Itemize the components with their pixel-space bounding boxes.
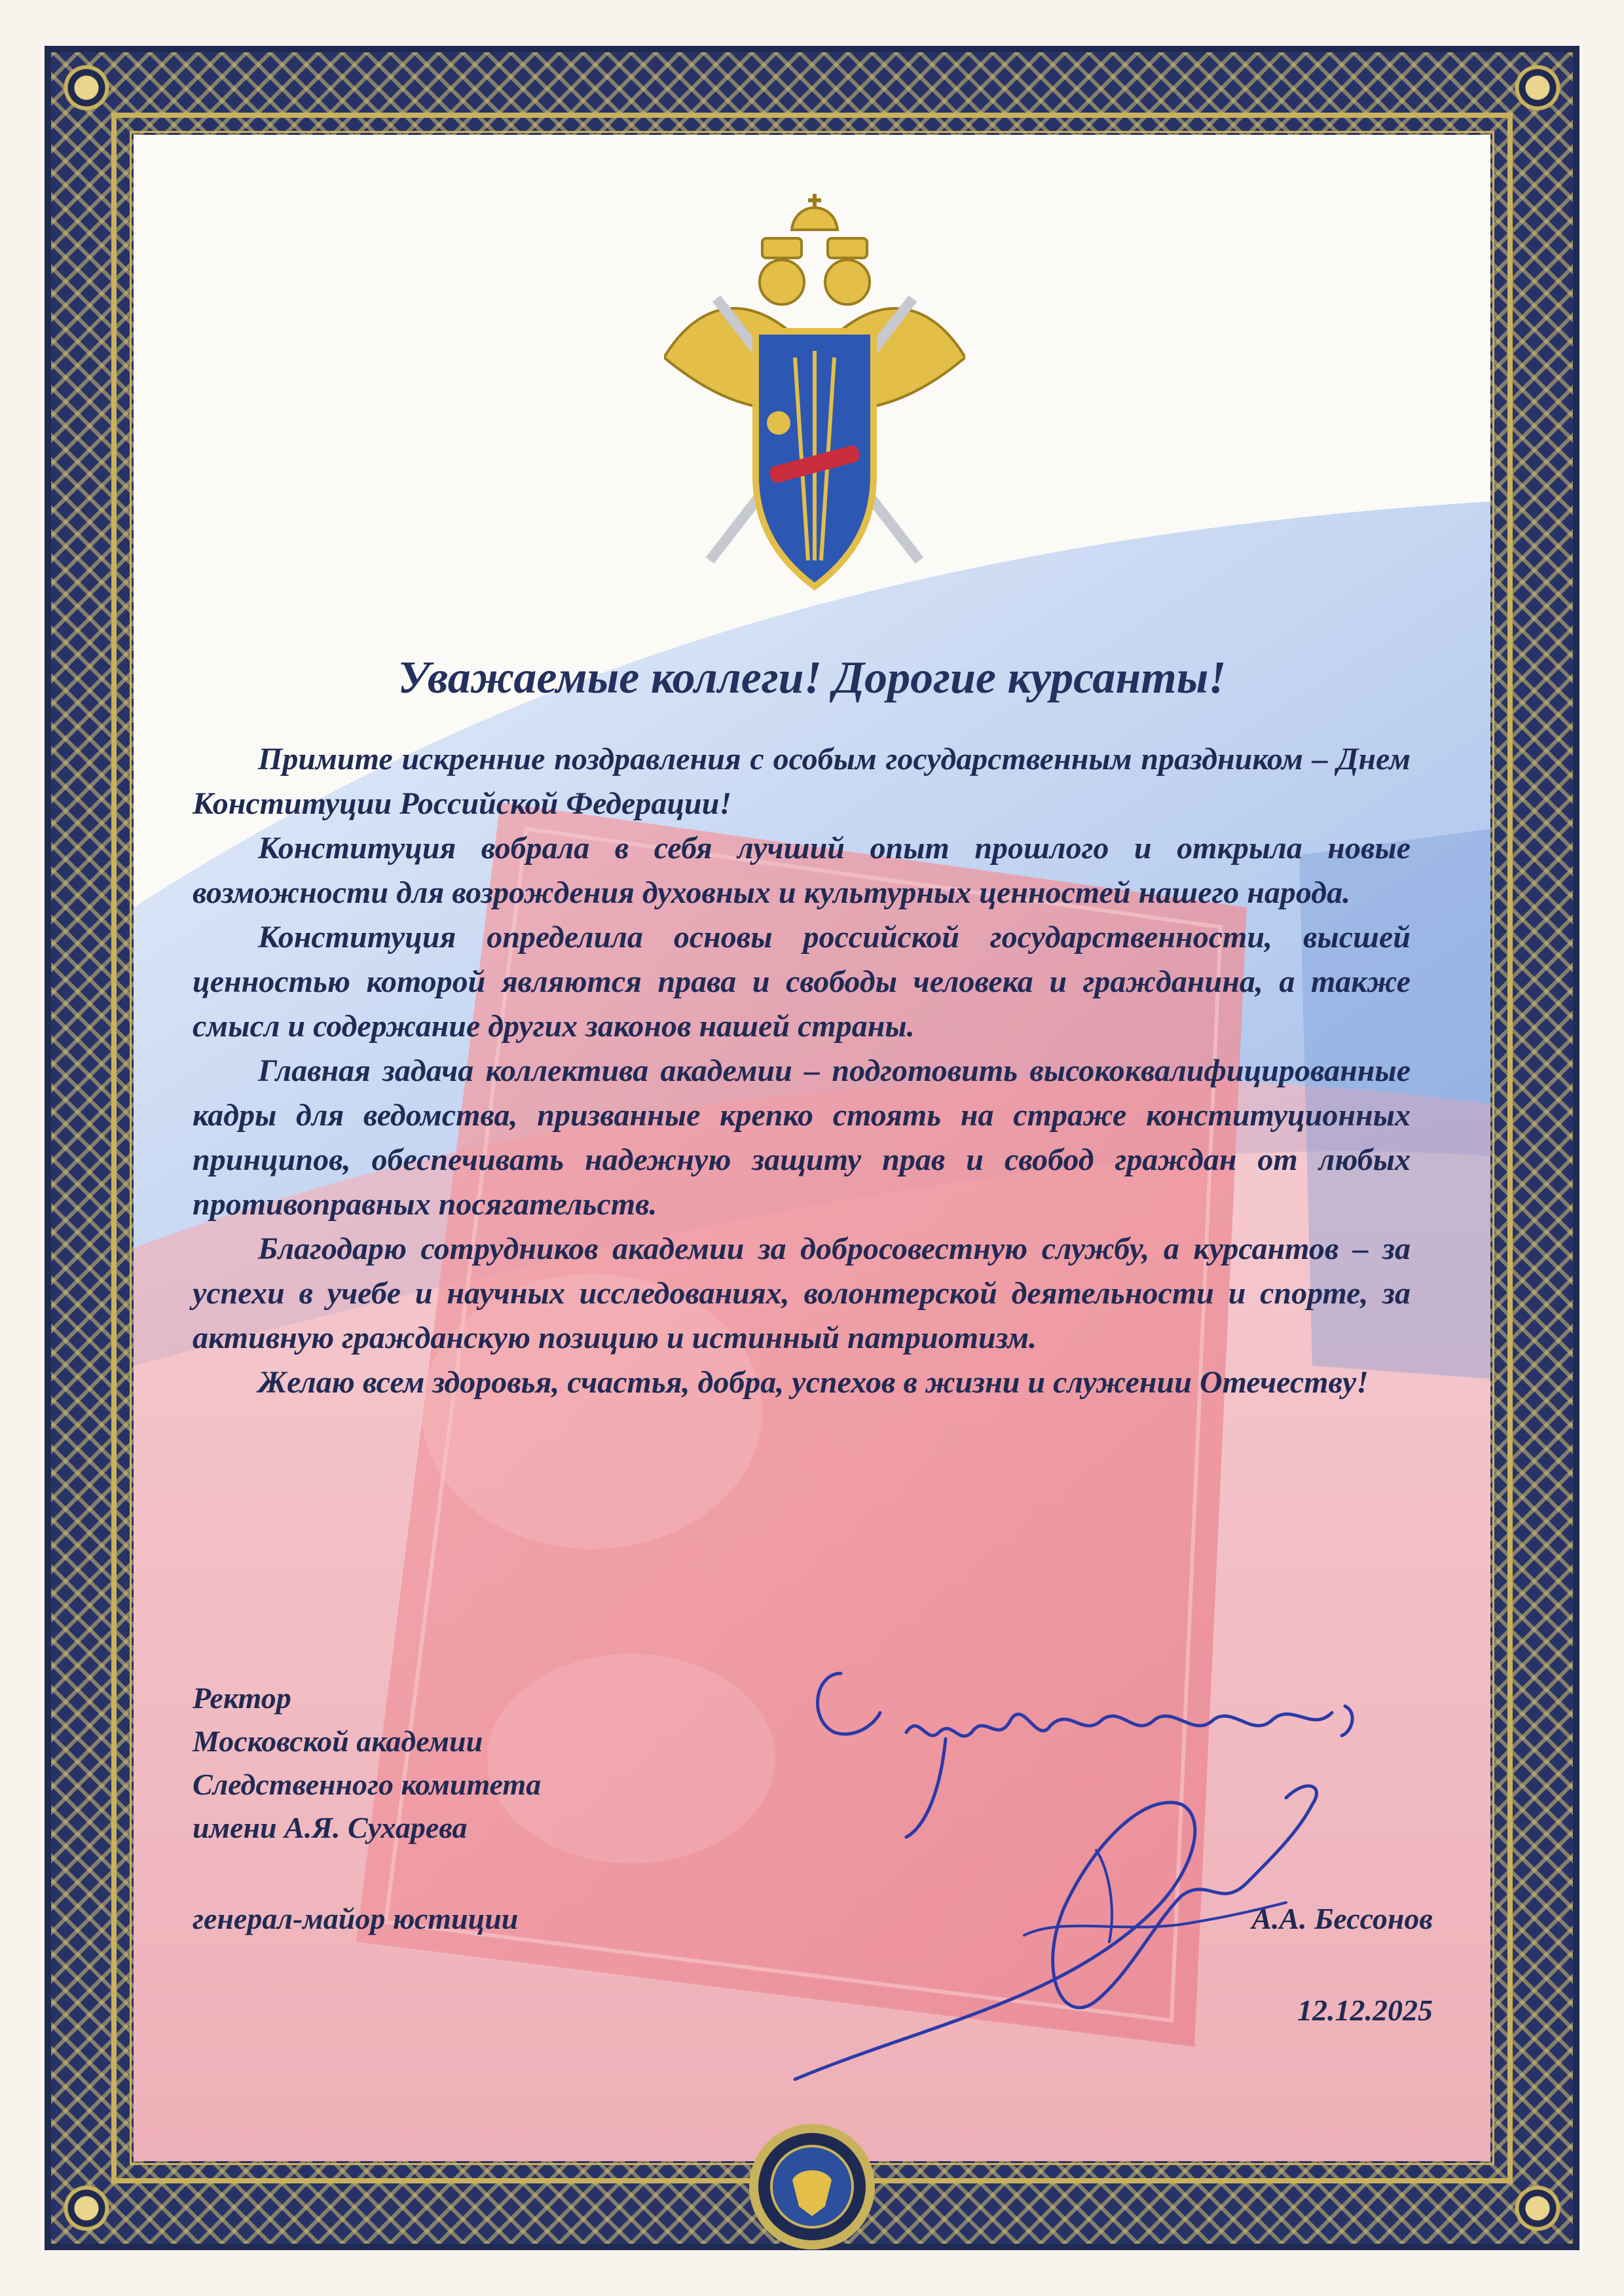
signature-title-block	[193, 1677, 541, 1850]
corner-ornament-icon	[56, 58, 117, 118]
corner-ornament-icon	[56, 2178, 117, 2238]
seal-emblem-icon	[747, 2121, 877, 2252]
double-headed-eagle-emblem-icon	[664, 194, 965, 613]
content-field	[134, 135, 1490, 2161]
signer-organization: имени А.Я. Сухарева	[193, 1811, 468, 1844]
handwritten-signature	[788, 1634, 1443, 2105]
letter-paragraph: Главная задача коллектива академии – подготовить высококвалифицированные кадры для ведомства, призванные крепко стоять на страже конституционных принципов, обеспечивать надежную защиту прав и свобод граждан от любых противоправных посягательств.	[193, 1053, 1411, 1222]
signer-organization: Следственного комитета	[193, 1768, 542, 1801]
letter-paragraph: Конституция вобрала в себя лучший опыт прошлого и открыла новые возможности для возрождения духовных и культурных ценностей нашего народа.	[193, 831, 1411, 910]
letter-paragraph: Примите искренние поздравления с особым государственным праздником – Днем Конституции Российской Федерации!	[193, 742, 1411, 821]
signer-position: Ректор	[193, 1681, 291, 1715]
letter-paragraph: Конституция определила основы российской государственности, высшей ценностью которой являются права и свободы человека и гражданина, а также смысл и содержание других законов нашей страны.	[193, 920, 1411, 1044]
corner-ornament-icon	[1507, 2178, 1568, 2238]
letter-paragraph: Благодарю сотрудников академии за добросовестную службу, а курсантов – за успехи в учебе и научных исследованиях, волонтерской деятельности и спорте, за активную гражданскую позицию и истинный патриотизм.	[193, 1231, 1411, 1355]
letter-heading: Уважаемые коллеги! Дорогие курсанты!	[397, 653, 1227, 703]
letter-body	[193, 737, 1411, 1405]
signer-organization: Московской академии	[193, 1724, 483, 1758]
corner-ornament-icon	[1507, 58, 1568, 118]
signer-name: А.А. Бессонов	[1251, 1902, 1433, 1935]
letter-paragraph: Желаю всем здоровья, счастья, добра, успехов в жизни и служении Отечеству!	[258, 1365, 1369, 1400]
signer-rank: генерал-майор юстиции	[193, 1902, 519, 1935]
letter-date: 12.12.2025	[1297, 1994, 1433, 2027]
